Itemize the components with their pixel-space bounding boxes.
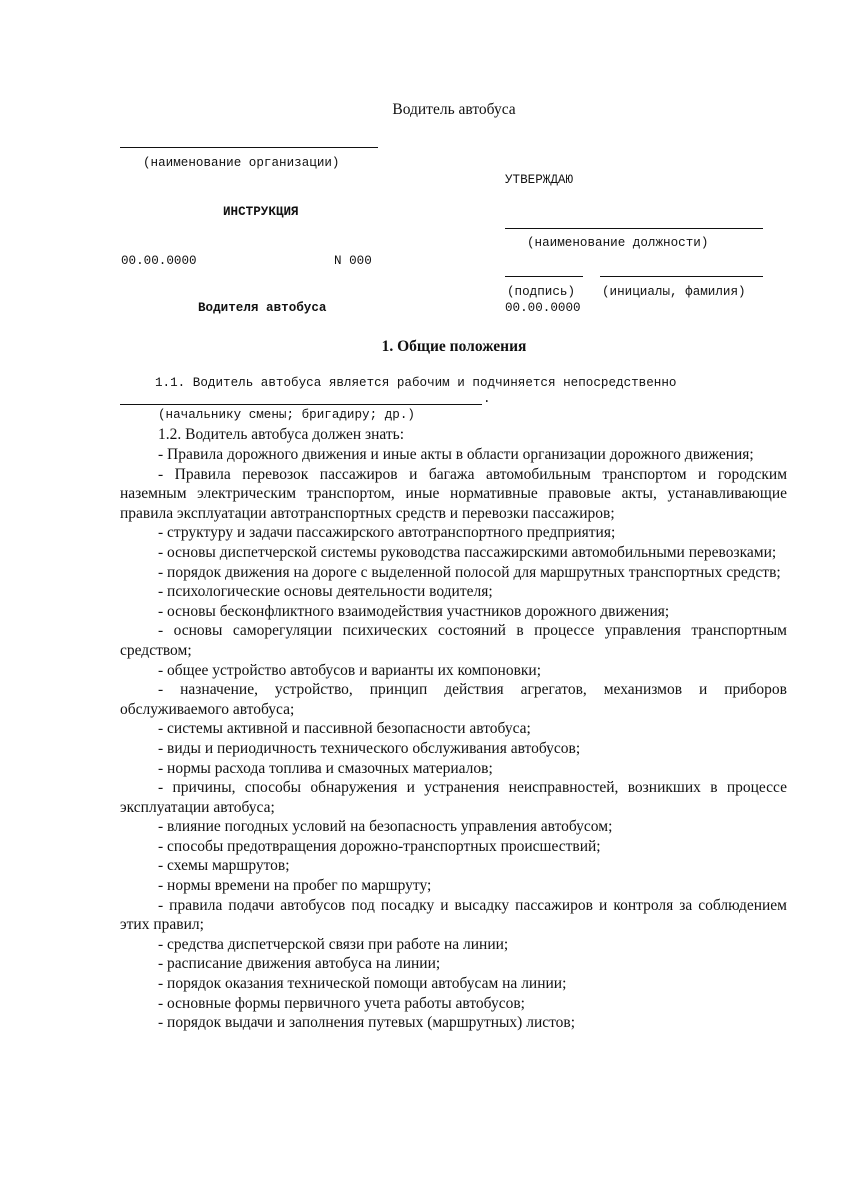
approve-label: УТВЕРЖДАЮ <box>505 173 574 187</box>
list-item: - системы активной и пассивной безопасности автобуса; <box>158 720 531 738</box>
knowledge-list <box>120 445 787 1033</box>
section-heading: 1. Общие положения <box>381 338 527 355</box>
list-item: - расписание движения автобуса на линии; <box>158 955 441 973</box>
list-item: - психологические основы деятельности водителя; <box>158 583 493 601</box>
supervisor-line <box>120 404 482 405</box>
clause-1-1-end: . <box>483 392 491 406</box>
list-item: - влияние погодных условий на безопасность управления автобусом; <box>158 818 613 836</box>
instruction-number: N 000 <box>334 254 372 268</box>
list-item: - средства диспетчерской связи при работе на линии; <box>158 935 509 953</box>
signature-caption: (подпись) <box>507 285 576 299</box>
list-item: - структуру и задачи пассажирского автотранспортного предприятия; <box>158 524 616 542</box>
list-item: - основы диспетчерской системы руководства пассажирскими автомобильными перевозками; <box>158 543 777 561</box>
instruction-date: 00.00.0000 <box>121 254 197 268</box>
instruction-subject: Водителя автобуса <box>198 301 327 315</box>
initials-line <box>600 276 763 277</box>
list-item: - основы саморегуляции психических состояний в процессе управления транспортным средством; <box>120 622 787 659</box>
document-title: Водитель автобуса <box>392 101 516 118</box>
position-line <box>505 228 763 229</box>
list-item: - способы предотвращения дорожно-транспортных происшествий; <box>158 837 601 855</box>
list-item: - правила подачи автобусов под посадку и высадку пассажиров и контроля за соблюдением этих правил; <box>120 896 787 934</box>
supervisor-caption: (начальнику смены; бригадиру; др.) <box>158 408 415 422</box>
list-item: - основные формы первичного учета работы автобусов; <box>158 994 525 1012</box>
signature-line <box>505 276 583 277</box>
approve-date: 00.00.0000 <box>505 301 581 315</box>
list-item: - нормы времени на пробег по маршруту; <box>158 877 432 895</box>
clause-1-1: 1.1. Водитель автобуса является рабочим и подчиняется непосредственно <box>155 376 677 390</box>
list-item: - назначение, устройство, принцип действия агрегатов, механизмов и приборов обслуживаемого автобуса; <box>120 681 787 718</box>
clause-1-2: 1.2. Водитель автобуса должен знать: <box>158 426 405 443</box>
list-item: - основы бесконфликтного взаимодействия участников дорожного движения; <box>158 602 670 620</box>
list-item: - виды и периодичность технического обслуживания автобусов; <box>158 739 581 757</box>
list-item: - общее устройство автобусов и варианты их компоновки; <box>158 661 542 679</box>
organization-caption: (наименование организации) <box>143 156 340 170</box>
initials-caption: (инициалы, фамилия) <box>602 285 746 299</box>
list-item: - Правила перевозок пассажиров и багажа автомобильным транспортом и городским наземным электрическим транспортом, иные нормативные правовые акты, устанавливающие правила эксплуатации автотранспортных средств и перевозки пассажиров; <box>120 465 787 522</box>
organization-name-line <box>120 147 378 148</box>
list-item: - Правила дорожного движения и иные акты в области организации дорожного движения; <box>158 446 754 463</box>
list-item: - нормы расхода топлива и смазочных материалов; <box>158 759 493 777</box>
list-item: - порядок движения на дороге с выделенной полосой для маршрутных транспортных средств; <box>158 563 781 581</box>
list-item: - схемы маршрутов; <box>158 857 290 875</box>
instruction-label: ИНСТРУКЦИЯ <box>223 205 299 219</box>
list-item: - порядок оказания технической помощи автобусам на линии; <box>158 975 567 993</box>
list-item: - причины, способы обнаружения и устранения неисправностей, возникших в процессе эксплуатации автобуса; <box>120 779 787 816</box>
position-caption: (наименование должности) <box>527 236 709 250</box>
list-item: - порядок выдачи и заполнения путевых (маршрутных) листов; <box>158 1014 576 1032</box>
